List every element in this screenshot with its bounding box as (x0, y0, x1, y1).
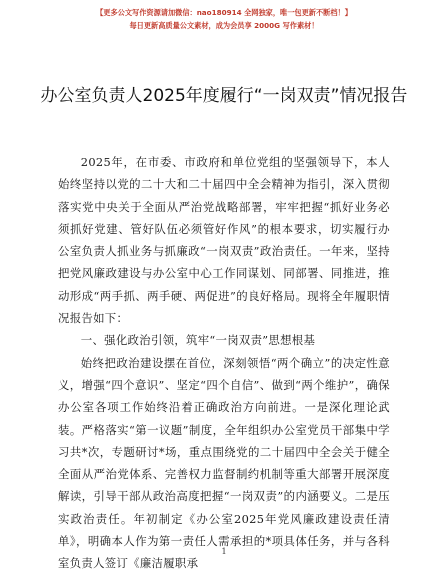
section-heading: 一、强化政治引领，筑牢“一岗双责”思想根基 (80, 333, 316, 348)
banner-line-2: 每日更新高质量公文素材，成为会员享 2000G 写作素材！ (129, 21, 319, 30)
document-body (58, 151, 390, 575)
header-banner (0, 6, 448, 32)
banner-line-1: 【更多公文写作资源请加微信：nao180914 全网独家，唯一包更新不断档！】 (96, 8, 352, 17)
document-title: 办公室负责人2025年度履行“一岗双责”情况报告 (40, 86, 408, 106)
intro-paragraph: 2025年，在市委、市政府和单位党组的坚强领导下，本人始终坚持以党的二十大和二十届四中全会精神为指引，深入贯彻落实党中央关于全面从严治党战略部署，牢牢把握“抓好业务必须抓好党建、管好队伍必须管好作风”的根本要求，切实履行办公室负责人抓业务与抓廉政“一岗双责”政治责任。一年来，坚持把党风廉政建设与办公室中心工作同谋划、同部署、同推进，推动形成“两手抓、两手硬、两促进”的良好格局。现将全年履职情况报告如下： (58, 155, 390, 326)
page-number: 1 (221, 547, 227, 556)
section-paragraph: 始终把政治建设摆在首位，深刻领悟“两个确立”的决定性意义，增强“四个意识”、坚定“四个自信”、做到“两个维护”，确保办公室各项工作始终沿着正确政治方向前进。一是深化理论武装。严格落实“第一议题”制度，全年组织办公室党员干部集中学习共*次，专题研讨*场，重点围绕党的二十届四中全会关于健全全面从严治党体系、完善权力监督制约机制等重大部署开展深度解读，引导干部从政治高度把握“一岗双责”的内涵要义。二是压实政治责任。年初制定《办公室2025年党风廉政建设责任清单》，明确本人作为第一责任人需承担的*项具体任务，并与各科室负责人签订《廉洁履职承 (58, 355, 390, 571)
